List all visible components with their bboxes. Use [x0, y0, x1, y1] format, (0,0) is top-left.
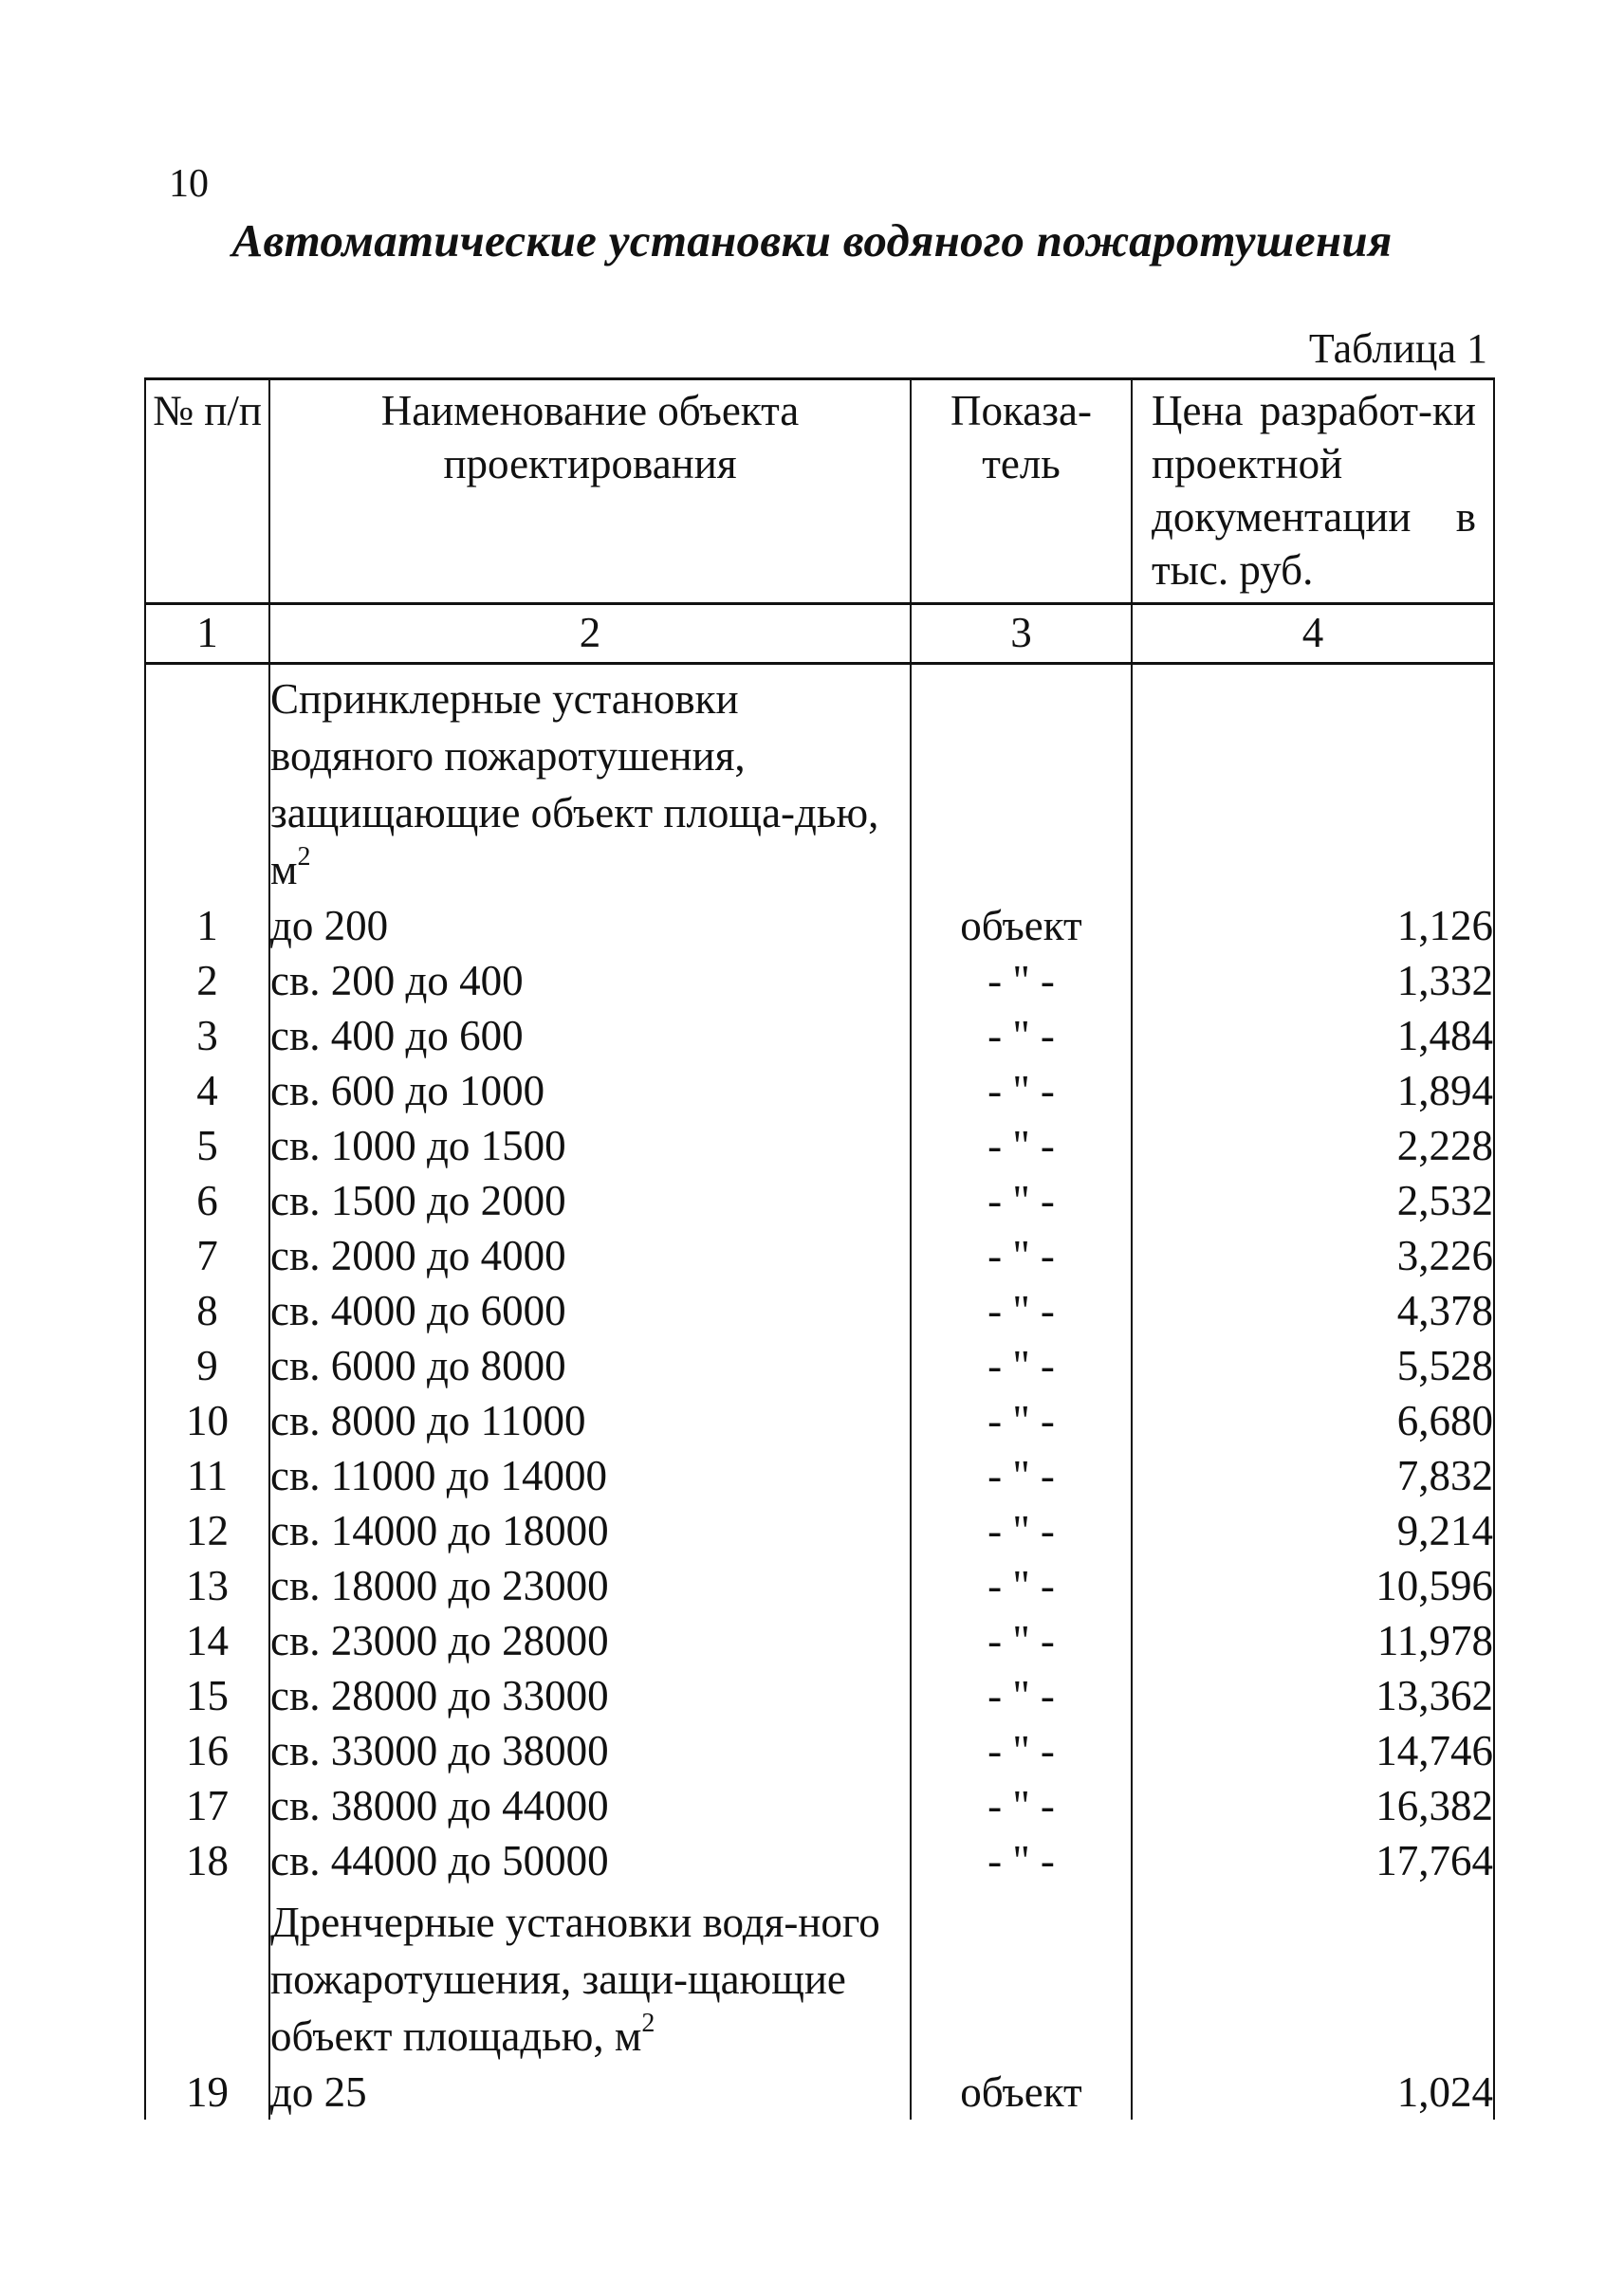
- indicator-cell: - " -: [911, 1448, 1132, 1503]
- section-title: [269, 1888, 911, 2065]
- indicator-cell: - " -: [911, 1558, 1132, 1613]
- section-heading-row: [145, 664, 1494, 899]
- section-title: [269, 664, 911, 899]
- price-cell: 11,978: [1132, 1613, 1494, 1668]
- indicator-cell: объект: [911, 898, 1132, 953]
- price-cell: 16,382: [1132, 1778, 1494, 1833]
- indicator-cell: объект: [911, 2065, 1132, 2120]
- price-cell: 4,378: [1132, 1283, 1494, 1338]
- object-range: св. 4000 до 6000: [269, 1283, 911, 1338]
- price-cell: 6,680: [1132, 1393, 1494, 1448]
- unit-superscript: 2: [297, 842, 311, 872]
- price-cell: 1,484: [1132, 1008, 1494, 1063]
- row-number: 15: [145, 1668, 269, 1723]
- price-cell: 13,362: [1132, 1668, 1494, 1723]
- object-range: св. 1000 до 1500: [269, 1118, 911, 1173]
- row-number: 7: [145, 1228, 269, 1283]
- row-number: 8: [145, 1283, 269, 1338]
- price-cell: 9,214: [1132, 1503, 1494, 1558]
- row-number: 16: [145, 1723, 269, 1778]
- table-row: [145, 1503, 1494, 1558]
- table-row: [145, 1173, 1494, 1228]
- header-indicator: Показа-тель: [911, 379, 1132, 604]
- price-cell: 2,228: [1132, 1118, 1494, 1173]
- object-range: св. 11000 до 14000: [269, 1448, 911, 1503]
- price-cell: 5,528: [1132, 1338, 1494, 1393]
- section-title-text: Дренчерные установки водя-ного пожаротушения, защи-щающие объект площадью, м: [270, 1899, 880, 2060]
- row-number: 10: [145, 1393, 269, 1448]
- column-number-row: [145, 604, 1494, 664]
- price-cell: 1,126: [1132, 898, 1494, 953]
- column-number: 1: [145, 604, 269, 664]
- object-range: св. 8000 до 11000: [269, 1393, 911, 1448]
- object-range: до 25: [269, 2065, 911, 2120]
- price-cell: 3,226: [1132, 1228, 1494, 1283]
- row-number: 17: [145, 1778, 269, 1833]
- header-object-name: Наименование объекта проектирования: [269, 379, 911, 604]
- table-row: [145, 1778, 1494, 1833]
- indicator-cell: - " -: [911, 1008, 1132, 1063]
- section-title-text: Спринклерные установки водяного пожаротушения, защищающие объект площа-дью, м: [270, 675, 879, 893]
- section-number-cell: [145, 1888, 269, 2065]
- section-indicator-cell: [911, 664, 1132, 899]
- row-number: 9: [145, 1338, 269, 1393]
- row-number: 3: [145, 1008, 269, 1063]
- row-number: 12: [145, 1503, 269, 1558]
- table-row: [145, 1338, 1494, 1393]
- indicator-cell: - " -: [911, 1338, 1132, 1393]
- row-number: 11: [145, 1448, 269, 1503]
- table-row: [145, 1118, 1494, 1173]
- object-range: св. 23000 до 28000: [269, 1613, 911, 1668]
- object-range: св. 1500 до 2000: [269, 1173, 911, 1228]
- unit-superscript: 2: [641, 2009, 655, 2038]
- price-cell: 1,894: [1132, 1063, 1494, 1118]
- indicator-cell: - " -: [911, 1778, 1132, 1833]
- column-number: 2: [269, 604, 911, 664]
- indicator-cell: - " -: [911, 1723, 1132, 1778]
- price-cell: 1,332: [1132, 953, 1494, 1008]
- object-range: св. 600 до 1000: [269, 1063, 911, 1118]
- indicator-cell: - " -: [911, 1228, 1132, 1283]
- object-range: св. 28000 до 33000: [269, 1668, 911, 1723]
- indicator-cell: - " -: [911, 1668, 1132, 1723]
- section-indicator-cell: [911, 1888, 1132, 2065]
- object-range: св. 14000 до 18000: [269, 1503, 911, 1558]
- price-cell: 10,596: [1132, 1558, 1494, 1613]
- price-cell: 14,746: [1132, 1723, 1494, 1778]
- section-price-cell: [1132, 1888, 1494, 2065]
- row-number: 13: [145, 1558, 269, 1613]
- price-cell: 1,024: [1132, 2065, 1494, 2120]
- table-row: [145, 1283, 1494, 1338]
- row-number: 14: [145, 1613, 269, 1668]
- object-range: св. 33000 до 38000: [269, 1723, 911, 1778]
- header-number: № п/п: [145, 379, 269, 604]
- row-number: 18: [145, 1833, 269, 1888]
- indicator-cell: - " -: [911, 1173, 1132, 1228]
- object-range: св. 6000 до 8000: [269, 1338, 911, 1393]
- table-row: [145, 1723, 1494, 1778]
- row-number: 2: [145, 953, 269, 1008]
- row-number: 4: [145, 1063, 269, 1118]
- table-row: [145, 1833, 1494, 1888]
- indicator-cell: - " -: [911, 1503, 1132, 1558]
- object-range: св. 38000 до 44000: [269, 1778, 911, 1833]
- table-row: [145, 1228, 1494, 1283]
- section-price-cell: [1132, 664, 1494, 899]
- table-row: [145, 1558, 1494, 1613]
- section-heading-row: [145, 1888, 1494, 2065]
- indicator-cell: - " -: [911, 1393, 1132, 1448]
- table-row: [145, 898, 1494, 953]
- price-cell: 17,764: [1132, 1833, 1494, 1888]
- object-range: св. 200 до 400: [269, 953, 911, 1008]
- table-row: [145, 1063, 1494, 1118]
- indicator-cell: - " -: [911, 953, 1132, 1008]
- price-cell: 7,832: [1132, 1448, 1494, 1503]
- price-table: [144, 377, 1495, 2120]
- table-row: [145, 1008, 1494, 1063]
- object-range: до 200: [269, 898, 911, 953]
- table-header-row: [145, 379, 1494, 604]
- indicator-cell: - " -: [911, 1613, 1132, 1668]
- header-price: Цена разработ-ки проектной документации в тыс. руб.: [1132, 379, 1494, 604]
- column-number: 4: [1132, 604, 1494, 664]
- indicator-cell: - " -: [911, 1118, 1132, 1173]
- row-number: 6: [145, 1173, 269, 1228]
- row-number: 5: [145, 1118, 269, 1173]
- indicator-cell: - " -: [911, 1063, 1132, 1118]
- table-row: [145, 953, 1494, 1008]
- object-range: св. 400 до 600: [269, 1008, 911, 1063]
- table-row: [145, 1393, 1494, 1448]
- object-range: св. 44000 до 50000: [269, 1833, 911, 1888]
- indicator-cell: - " -: [911, 1833, 1132, 1888]
- table-row: [145, 2065, 1494, 2120]
- row-number: 19: [145, 2065, 269, 2120]
- section-number-cell: [145, 664, 269, 899]
- table-caption: Таблица 1: [1308, 325, 1487, 372]
- table-row: [145, 1613, 1494, 1668]
- indicator-cell: - " -: [911, 1283, 1132, 1338]
- object-range: св. 18000 до 23000: [269, 1558, 911, 1613]
- table-row: [145, 1448, 1494, 1503]
- table-row: [145, 1668, 1494, 1723]
- page-title: Автоматические установки водяного пожаротушения: [231, 214, 1393, 266]
- price-cell: 2,532: [1132, 1173, 1494, 1228]
- page-number: 10: [169, 162, 209, 206]
- row-number: 1: [145, 898, 269, 953]
- object-range: св. 2000 до 4000: [269, 1228, 911, 1283]
- column-number: 3: [911, 604, 1132, 664]
